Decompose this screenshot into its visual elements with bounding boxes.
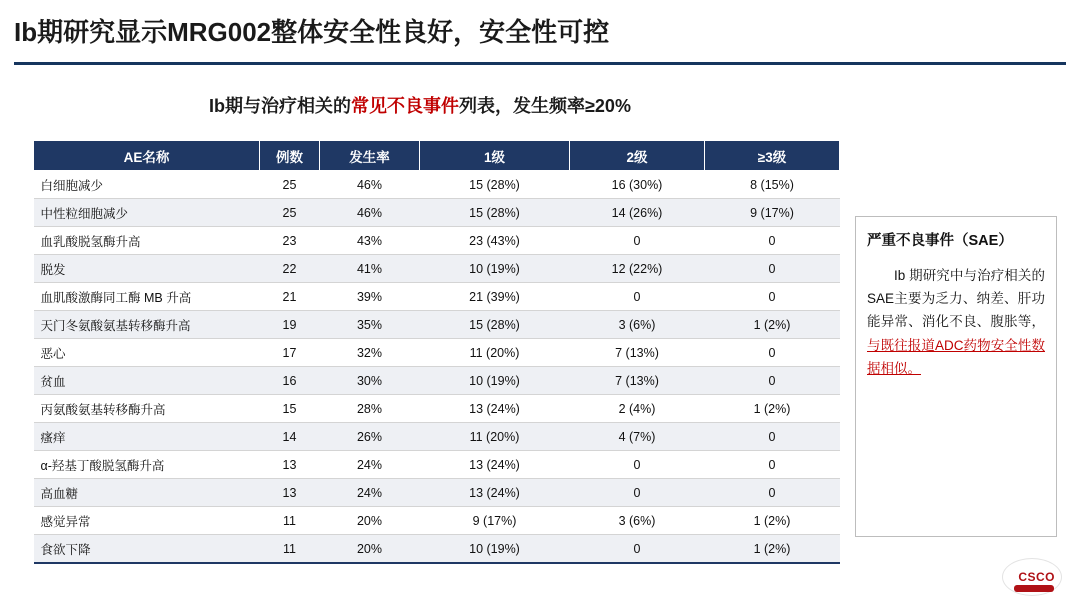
cell-grade2: 7 (13%) — [570, 367, 705, 395]
table-row — [34, 479, 840, 507]
table-row — [34, 171, 840, 199]
cell-count: 11 — [260, 507, 320, 535]
cell-grade3plus: 0 — [705, 255, 840, 283]
cell-grade3plus: 0 — [705, 339, 840, 367]
cell-rate: 20% — [320, 507, 420, 535]
table-row — [34, 311, 840, 339]
cell-grade3plus: 9 (17%) — [705, 199, 840, 227]
col-header-grade3plus: ≥3级 — [705, 141, 840, 171]
cell-grade3plus: 0 — [705, 367, 840, 395]
cell-grade2: 7 (13%) — [570, 339, 705, 367]
cell-ae-name: 恶心 — [34, 339, 260, 367]
sae-body — [867, 264, 1045, 380]
cell-grade3plus: 1 (2%) — [705, 507, 840, 535]
cell-count: 23 — [260, 227, 320, 255]
cell-ae-name: 中性粒细胞减少 — [34, 199, 260, 227]
cell-rate: 39% — [320, 283, 420, 311]
table-row — [34, 199, 840, 227]
cell-grade2: 0 — [570, 283, 705, 311]
cell-grade3plus: 8 (15%) — [705, 171, 840, 199]
cell-ae-name: 食欲下降 — [34, 535, 260, 564]
cell-grade1: 13 (24%) — [420, 479, 570, 507]
sae-body-highlight: 与既往报道ADC药物安全性数据相似。 — [867, 337, 1045, 376]
cell-grade3plus: 0 — [705, 283, 840, 311]
cell-ae-name: 瘙痒 — [34, 423, 260, 451]
cell-grade1: 10 (19%) — [420, 255, 570, 283]
cell-grade2: 3 (6%) — [570, 507, 705, 535]
cell-grade2: 16 (30%) — [570, 171, 705, 199]
cell-grade2: 2 (4%) — [570, 395, 705, 423]
table-header-row — [34, 141, 840, 171]
table-row — [34, 507, 840, 535]
cell-grade1: 13 (24%) — [420, 451, 570, 479]
cell-count: 16 — [260, 367, 320, 395]
table-row — [34, 283, 840, 311]
table-row — [34, 423, 840, 451]
cell-grade3plus: 0 — [705, 227, 840, 255]
col-header-count: 例数 — [260, 141, 320, 171]
cell-ae-name: 天门冬氨酸氨基转移酶升高 — [34, 311, 260, 339]
cell-grade1: 13 (24%) — [420, 395, 570, 423]
csco-logo — [998, 556, 1062, 596]
cell-grade3plus: 0 — [705, 479, 840, 507]
cell-count: 25 — [260, 171, 320, 199]
sae-title: 严重不良事件（SAE） — [867, 233, 1013, 249]
cell-grade1: 10 (19%) — [420, 535, 570, 564]
cell-grade1: 11 (20%) — [420, 339, 570, 367]
cell-count: 13 — [260, 479, 320, 507]
subtitle-highlight: 常见不良事件 — [351, 96, 460, 116]
table-row — [34, 535, 840, 564]
cell-rate: 28% — [320, 395, 420, 423]
table-row — [34, 451, 840, 479]
cell-grade2: 4 (7%) — [570, 423, 705, 451]
page-title: Ib期研究显示MRG002整体安全性良好，安全性可控 — [14, 17, 610, 47]
table-body — [34, 171, 840, 564]
cell-ae-name: 高血糖 — [34, 479, 260, 507]
cell-count: 15 — [260, 395, 320, 423]
cell-grade1: 15 (28%) — [420, 199, 570, 227]
cell-ae-name: 白细胞减少 — [34, 171, 260, 199]
cell-count: 21 — [260, 283, 320, 311]
cell-count: 19 — [260, 311, 320, 339]
subtitle-pre: Ib期与治疗相关的 — [209, 96, 352, 116]
cell-count: 11 — [260, 535, 320, 564]
cell-rate: 46% — [320, 171, 420, 199]
col-header-grade1: 1级 — [420, 141, 570, 171]
cell-grade1: 10 (19%) — [420, 367, 570, 395]
cell-rate: 24% — [320, 451, 420, 479]
logo-text: CSCO — [1018, 570, 1055, 584]
table-row — [34, 339, 840, 367]
cell-grade3plus: 1 (2%) — [705, 535, 840, 564]
cell-rate: 20% — [320, 535, 420, 564]
subtitle — [0, 92, 840, 118]
cell-rate: 41% — [320, 255, 420, 283]
cell-count: 25 — [260, 199, 320, 227]
table-row — [34, 395, 840, 423]
sae-body-text: Ib 期研究中与治疗相关的SAE主要为乏力、纳差、肝功能异常、消化不良、腹胀等， — [867, 268, 1045, 330]
cell-rate: 32% — [320, 339, 420, 367]
table-row — [34, 227, 840, 255]
cell-grade1: 15 (28%) — [420, 171, 570, 199]
sae-callout-box — [855, 216, 1057, 537]
col-header-grade2: 2级 — [570, 141, 705, 171]
cell-ae-name: 脱发 — [34, 255, 260, 283]
cell-ae-name: 丙氨酸氨基转移酶升高 — [34, 395, 260, 423]
cell-grade1: 21 (39%) — [420, 283, 570, 311]
title-divider — [14, 62, 1066, 65]
cell-rate: 30% — [320, 367, 420, 395]
subtitle-post: 列表，发生频率≥20% — [459, 96, 631, 116]
col-header-ae-name: AE名称 — [34, 141, 260, 171]
cell-grade3plus: 0 — [705, 451, 840, 479]
cell-rate: 43% — [320, 227, 420, 255]
cell-grade1: 9 (17%) — [420, 507, 570, 535]
cell-rate: 46% — [320, 199, 420, 227]
cell-ae-name: α-羟基丁酸脱氢酶升高 — [34, 451, 260, 479]
table-header — [34, 141, 840, 171]
cell-grade2: 0 — [570, 535, 705, 564]
cell-grade2: 14 (26%) — [570, 199, 705, 227]
col-header-rate: 发生率 — [320, 141, 420, 171]
cell-ae-name: 血肌酸激酶同工酶 MB 升高 — [34, 283, 260, 311]
cell-grade1: 23 (43%) — [420, 227, 570, 255]
cell-count: 13 — [260, 451, 320, 479]
cell-count: 14 — [260, 423, 320, 451]
ae-table — [33, 140, 840, 564]
table-row — [34, 255, 840, 283]
cell-rate: 24% — [320, 479, 420, 507]
cell-grade1: 11 (20%) — [420, 423, 570, 451]
cell-grade1: 15 (28%) — [420, 311, 570, 339]
cell-grade2: 0 — [570, 227, 705, 255]
cell-grade2: 3 (6%) — [570, 311, 705, 339]
cell-ae-name: 感觉异常 — [34, 507, 260, 535]
cell-grade3plus: 0 — [705, 423, 840, 451]
cell-grade2: 0 — [570, 479, 705, 507]
cell-count: 17 — [260, 339, 320, 367]
cell-ae-name: 贫血 — [34, 367, 260, 395]
cell-count: 22 — [260, 255, 320, 283]
cell-rate: 35% — [320, 311, 420, 339]
table-row — [34, 367, 840, 395]
ae-table-container — [33, 140, 839, 564]
cell-grade2: 12 (22%) — [570, 255, 705, 283]
cell-grade2: 0 — [570, 451, 705, 479]
cell-grade3plus: 1 (2%) — [705, 395, 840, 423]
cell-grade3plus: 1 (2%) — [705, 311, 840, 339]
logo-bar-shape — [1014, 585, 1054, 592]
cell-rate: 26% — [320, 423, 420, 451]
cell-ae-name: 血乳酸脱氢酶升高 — [34, 227, 260, 255]
